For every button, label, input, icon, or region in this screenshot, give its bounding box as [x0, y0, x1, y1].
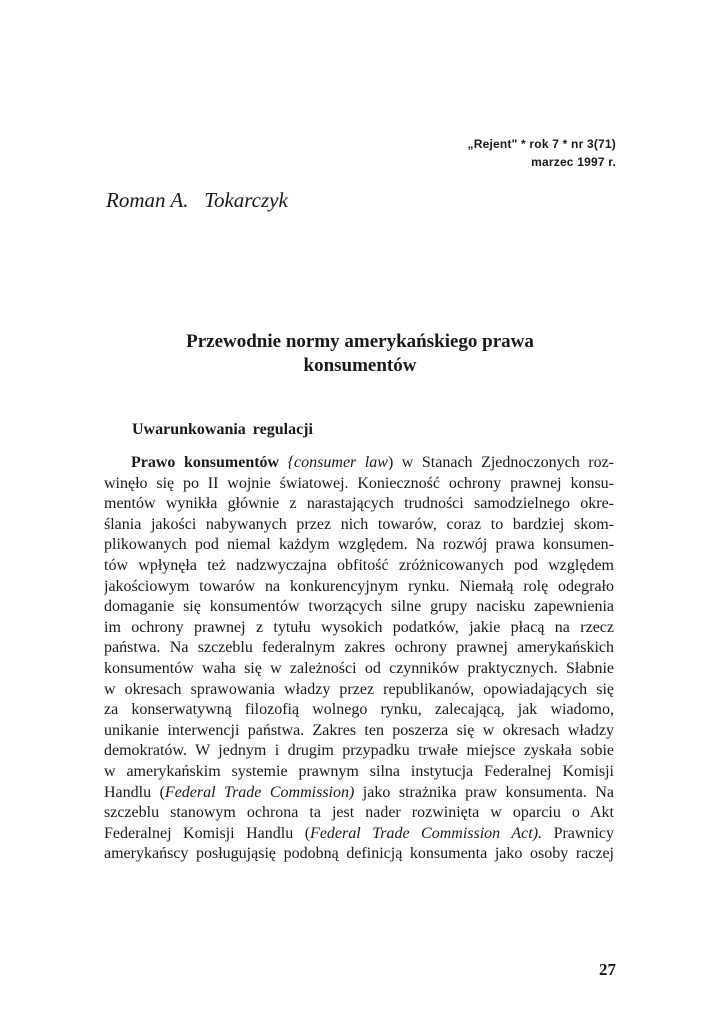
paragraph-line: amerykańscy posługująsię podobną definicją konsumenta jako osoby raczej	[104, 845, 614, 863]
paragraph-line: winęło się po II wojnie światowej. Konieczność ochrony prawnej konsu-	[104, 474, 614, 492]
italic-term: Federal Trade Commission Act).	[310, 824, 543, 842]
paragraph-line: im ochrony prawnej z tytułu wysokich podatków, jakie płacą na rzecz	[104, 618, 614, 636]
paragraph-line: Handlu (Federal Trade Commission) jako strażnika praw konsumenta. Na	[104, 783, 614, 801]
body-paragraph	[104, 453, 614, 865]
section-heading: Uwarunkowania regulacji	[132, 421, 313, 438]
paragraph-line: szczeblu stanowym ochrona ta jest nader rozwinięta w oparciu o Akt	[104, 804, 614, 822]
journal-issue-line: „Rejent" * rok 7 * nr 3(71)	[467, 137, 616, 151]
page-number: 27	[599, 960, 616, 979]
title-line-2: konsumentów	[303, 355, 417, 376]
paragraph-line: ślania jakości nabywanych przez nich towarów, coraz to bardziej skom-	[104, 515, 614, 533]
paragraph-line: mentów wynikła głównie z narastających trudności samodzielnego okre-	[104, 495, 614, 513]
paragraph-line: państwa. Na szczeblu federalnym zakres ochrony prawnej amerykańskich	[104, 639, 614, 657]
journal-date-line: marzec 1997 r.	[531, 155, 616, 169]
paragraph-line: jakościowym towarów na konkurencyjnym rynku. Niemałą rolę odegrało	[104, 577, 614, 595]
lead-term: Prawo konsumentów	[131, 454, 280, 471]
paragraph-line: za konserwatywną filozofią wolnego rynku, zalecającą, jak wiadomo,	[104, 701, 614, 719]
title-line-1: Przewodnie normy amerykańskiego prawa	[186, 331, 534, 352]
paragraph-line: plikowanych pod niemal każdym względem. Na rozwój prawa konsumen-	[104, 536, 614, 554]
paragraph-line: Federalnej Komisji Handlu (Federal Trade Commission Act). Prawnicy	[104, 824, 614, 842]
article-title	[100, 330, 620, 378]
paragraph-line: w amerykańskim systemie prawnym silna instytucja Federalnej Komisji	[104, 762, 614, 780]
paragraph-line: domaganie się konsumentów tworzących silne grupy nacisku zapewnienia	[104, 598, 614, 616]
author-name: Roman A. Tokarczyk	[106, 188, 288, 212]
paragraph-line: tów wpłynęła też nadzwyczajna obfitość zróżnicowanych pod względem	[104, 556, 614, 574]
italic-term: Federal Trade Commission)	[164, 783, 355, 801]
paragraph-line: unikanie interwencji państwa. Zakres ten poszerza się w okresach władzy	[104, 721, 614, 739]
paragraph-line: konsumentów waha się w zależności od czynników praktycznych. Słabnie	[104, 659, 614, 677]
paragraph-line: w okresach sprawowania władzy przez republikanów, opowiadających się	[104, 680, 614, 698]
journal-header	[468, 135, 616, 171]
paragraph-line: Prawo konsumentów {consumer law) w Stanach Zjednoczonych roz-	[131, 454, 614, 471]
lead-term-gloss: {consumer law	[287, 454, 388, 471]
paragraph-line: demokratów. W jednym i drugim przypadku trwałe miejsce zyskała sobie	[104, 742, 614, 760]
